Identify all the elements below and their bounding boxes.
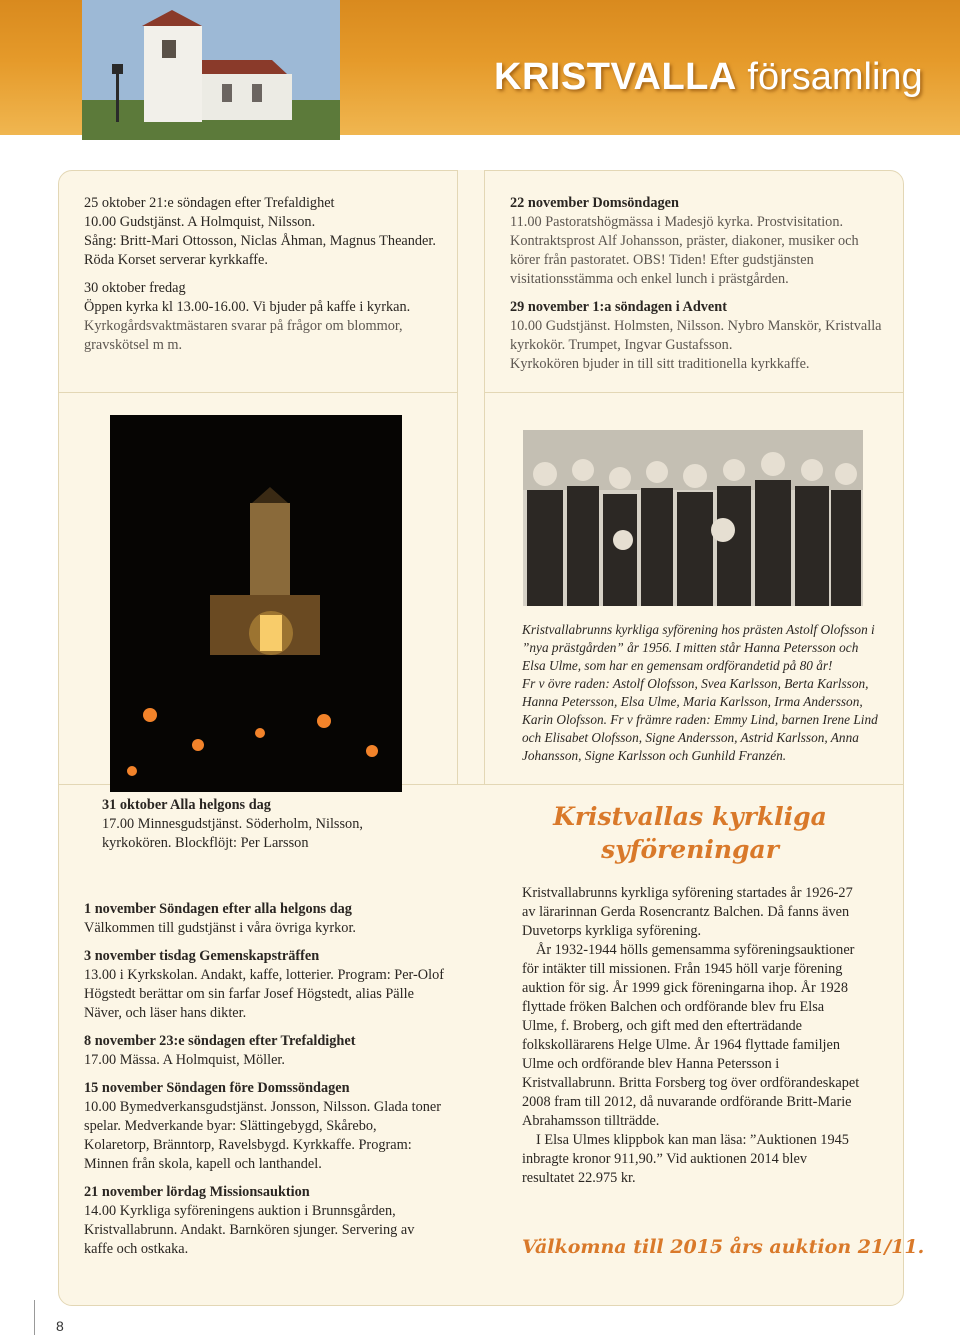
article-paragraph: I Elsa Ulmes klippbok kan man läsa: ”Auktionen 1945 inbragte kronor 911,90.” Vid auktionen 2014 blev resultatet 22.975 kr. [522,1132,849,1186]
event-line: 17.00 Mässa. A Holmquist, Möller. [84,1052,285,1068]
november-schedule [84,900,444,1259]
article-paragraph: Kristvallabrunns kyrkliga syförening startades år 1926-27 av lärarinnan Gerda Rosencrantz Balchen. Då fanns även Duvetorps kyrkliga syförening. [522,885,853,939]
syforening-article [522,884,862,1188]
event-line: Röda Korset serverar kyrkkaffe. [84,252,268,268]
margin-rule [34,1300,35,1335]
event-line: Välkommen till gudstjänst i våra övriga kyrkor. [84,920,356,936]
syforening-title-line: syföreningar [601,835,779,864]
event-line: 17.00 Minnesgudstjänst. Söderholm, Nilsson, kyrkokören. Blockflöjt: Per Larsson [102,816,363,851]
title-light: församling [747,56,923,98]
syforening-title-line: Kristvallas kyrkliga [553,802,827,831]
auction-welcome: Välkomna till 2015 års auktion 21/11. [522,1236,925,1258]
event-heading: 1 november Söndagen efter alla helgons dag [84,901,352,917]
title-bold: KRISTVALLA [494,56,737,98]
event-line: 10.00 Bymedverkansgudstjänst. Jonsson, Nilsson. Glada toner spelar. Medverkande byar: Slättingebygd, Skårebo, Kolaretorp, Bränntorp, Ravelsbygd. Kyrkkaffe. Program: Minnen från skola, kapell och lanthandel. [84,1099,441,1172]
event-heading: 22 november Domsöndagen [510,195,679,211]
caption-line: Kristvallabrunns kyrkliga syförening hos prästen Astolf Olofsson i ”nya prästgården” år 1956. I mitten står Hanna Petersson och Elsa Ulme, som har en gemensam ordförandetid på 80 år! [522,622,875,673]
page-number: 8 [56,1318,64,1334]
caption-line: Fr v övre raden: Astolf Olofsson, Svea Karlsson, Berta Karlsson, Hanna Petersson, Elsa Ulme, Maria Karlsson, Irma Andersson, Karin Olofsson. Fr v främre raden: Emmy Lind, barnen Irene Lind och Elisabet Olofsson, Signe Andersson, Astrid Karlsson, Anna Johansson, Signe Karlsson och Gunhild Franzén. [522,676,878,763]
event-line: Kyrkogårdsvaktmästaren svarar på frågor om blommor, gravskötsel m m. [84,318,403,353]
event-heading: 8 november 23:e söndagen efter Trefaldighet [84,1033,356,1049]
church-night-photo [110,415,402,792]
syforening-title [510,800,870,866]
october-schedule [84,194,444,355]
november-late-schedule [510,194,886,374]
church-photo [82,0,340,140]
event-line: 14.00 Kyrkliga syföreningens auktion i Brunnsgården, Kristvallabrunn. Andakt. Barnkören sjunger. Servering av kaffe och ostkaka. [84,1203,415,1257]
event-heading: 3 november tisdag Gemenskapsträffen [84,948,320,964]
article-paragraph: År 1932-1944 hölls gemensamma syföreningsauktioner för intäkter till missionen. Från 1945 höll varje förening auktion för sig. År 1999 gick föreningarna ihop. År 1928 flyttade fröken Balchen och ordförande blev fru Elsa Ulme, f. Broberg, och gift med den efterträdande folkskollärarens Helge Ulme. År 1964 flyttade familjen Ulme och ordförande blev Hanna Petersson i Kristvallabrunn. Britta Forsberg tog över ordförandeskapet 2008 fram till 2012, då nuvarande ordförande Britt-Marie Abrahamsson tillträdde. [522,942,860,1129]
event-line: Kontraktsprost Alf Johansson, präster, diakoner, musiker och körer från pastoratet. OBS! Tiden! Efter gudstjänsten visitationsstämma och enkel lunch i prästgården. [510,233,859,287]
page-title [494,56,923,99]
event-heading: 15 november Söndagen före Domssöndagen [84,1080,350,1096]
event-line: Kyrkokören bjuder in till sitt traditionella kyrkkaffe. [510,356,810,372]
event-heading: 30 oktober fredag [84,280,186,296]
event-heading: 21 november lördag Missionsauktion [84,1184,310,1200]
event-heading: 31 oktober Alla helgons dag [102,797,271,813]
event-line: 10.00 Gudstjänst. Holmsten, Nilsson. Nybro Manskör, Kristvalla kyrkokör. Trumpet, Ingvar Gustafsson. [510,318,882,353]
event-line: 11.00 Pastoratshögmässa i Madesjö kyrka. Prostvisitation. [510,214,844,230]
event-line: 10.00 Gudstjänst. A Holmquist, Nilsson. [84,214,316,230]
event-line: Sång: Britt-Mari Ottosson, Niclas Åhman, Magnus Theander. [84,233,436,249]
event-line: Öppen kyrka kl 13.00-16.00. Vi bjuder på kaffe i kyrkan. [84,299,411,315]
event-line: 13.00 i Kyrkskolan. Andakt, kaffe, lotterier. Program: Per-Olof Högstedt berättar om sin farfar Josef Högstedt, alias Pälle Näver, och läser hans dikter. [84,967,444,1021]
photo-caption [522,621,882,765]
event-heading: 29 november 1:a söndagen i Advent [510,299,727,315]
event-line: 25 oktober 21:e söndagen efter Trefaldighet [84,195,335,211]
all-saints-block [102,796,422,853]
group-photo-1956 [523,430,863,606]
